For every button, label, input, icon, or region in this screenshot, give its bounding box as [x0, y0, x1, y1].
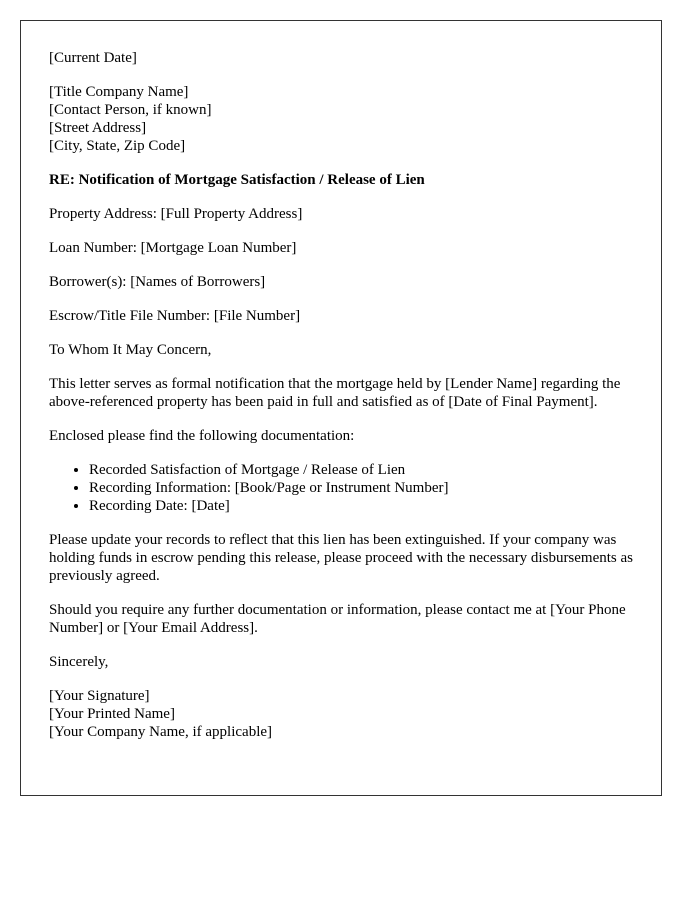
body-paragraph-1: This letter serves as formal notification that the mortgage held by [Lender Name] regarding the above-referenced property has been paid in full and satisfied as of [Date of Final Payment]. [49, 376, 621, 410]
signature: [Your Signature] [49, 688, 150, 704]
signature-block [49, 687, 639, 741]
loan-number: Loan Number: [Mortgage Loan Number] [49, 240, 297, 256]
recipient-city: [City, State, Zip Code] [49, 138, 186, 154]
property-address: Property Address: [Full Property Address] [49, 206, 303, 222]
enclosure-item: • Recording Date: [Date] [89, 497, 639, 515]
closing: Sincerely, [49, 654, 109, 670]
body-paragraph-3: Should you require any further documentation or information, please contact me at [Your Phone Number] or [Your Email Address]. [49, 602, 626, 636]
subject-line: RE: Notification of Mortgage Satisfaction / Release of Lien [49, 172, 425, 188]
enclosed-intro: Enclosed please find the following documentation: [49, 428, 355, 444]
company-name: [Your Company Name, if applicable] [49, 724, 273, 740]
borrowers: Borrower(s): [Names of Borrowers] [49, 274, 266, 290]
letter-page [20, 20, 662, 796]
letter-content [49, 49, 639, 757]
recipient-contact: [Contact Person, if known] [49, 102, 212, 118]
letter-date: [Current Date] [49, 50, 137, 66]
enclosure-list [49, 461, 639, 515]
recipient-company: [Title Company Name] [49, 84, 189, 100]
printed-name: [Your Printed Name] [49, 706, 175, 722]
enclosure-item: • Recorded Satisfaction of Mortgage / Release of Lien [89, 461, 639, 479]
body-paragraph-2: Please update your records to reflect that this lien has been extinguished. If your company was holding funds in escrow pending this release, please proceed with the necessary disbursements as previously agreed. [49, 532, 634, 584]
recipient-street: [Street Address] [49, 120, 147, 136]
enclosure-item: • Recording Information: [Book/Page or Instrument Number] [89, 479, 639, 497]
escrow-file-number: Escrow/Title File Number: [File Number] [49, 308, 301, 324]
salutation: To Whom It May Concern, [49, 342, 212, 358]
recipient-address [49, 83, 639, 155]
